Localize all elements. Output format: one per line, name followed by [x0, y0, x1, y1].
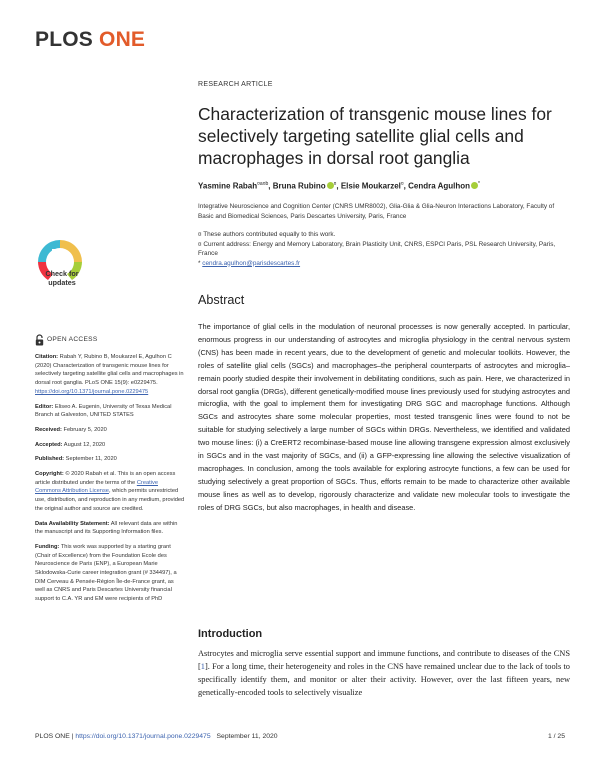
logo-plos: PLOS: [35, 28, 93, 51]
abstract-body: The importance of glial cells in the modulation of neuronal processes is now generally accepted. In particular, enormous progress in our understanding of astrocytes and microglia physiology in the central nervous system (CNS) has been made in recent years, due to the development of genetic and molecular toolkits. However, the roles of satellite glial cells (SGCs) and macrophages–the peripheral counterparts of astrocytes and microglia–remain poorly studied despite their involvement in debilitating conditions, such as pain. Here, we characterized in dorsal root ganglia (DRGs), different genetically-modified mouse lines previously used for studying astrocytes and microglia, with the goal to implement them for investigating DRG SGC and macrophage functions. Although SGCs and astrocytes share some molecular properties, most tested transgenic lines were found to not be suitable for studying selectively a large number of SGCs within DRGs. Nevertheless, we identified and validated two mouse lines: (i) a CreERT2 recombinase-based mouse line allowing transgene expression almost exclusively in SGCs and in the vast majority of SGCs, and (ii) a GFP-expressing line allowing the selective visualization of macrophages. In conclusion, among the tools available for exploring astrocyte functions, a few can be used for studying selectively a great proportion of SGCs. Thus, efforts remain to be made to characterize other available mouse lines as well as to develop, rigorously characterize and validate new molecular tools to investigate the roles of DRG SGCs, but also macrophages, in health and disease.: [198, 322, 570, 512]
journal-logo: [35, 28, 145, 52]
author-list: [198, 181, 588, 191]
open-lock-icon: [35, 334, 44, 346]
accepted-label: Accepted:: [35, 441, 63, 448]
affiliation: Integrative Neuroscience and Cognition Center (CNRS UMR8002), Glia-Glia & Glia-Neuron Interactions Laboratory, Faculty of Basic and Biomedical Sciences, Paris Descartes University, Paris, France: [198, 203, 555, 220]
funding-label: Funding:: [35, 543, 60, 550]
footer-separator: |: [69, 733, 76, 740]
author-separator: ,: [268, 181, 273, 191]
article-sidebar: [35, 334, 185, 610]
page-footer: [35, 733, 565, 740]
editor-label: Editor:: [35, 403, 54, 410]
author-notes: [198, 230, 568, 268]
citation-block: [35, 353, 185, 397]
article-title: Characterization of transgenic mouse lines for selectively targeting satellite glial cells and macrophages in dorsal root ganglia: [198, 104, 552, 168]
footer-journal: PLOS ONE: [35, 733, 70, 740]
copyright-label: Copyright:: [35, 471, 64, 478]
author-name: Cendra Agulhon: [408, 181, 471, 191]
editor-text: Eliseo A. Eugenin, University of Texas Medical Branch at Galveston, UNITED STATES: [35, 403, 172, 419]
license-link[interactable]: Creative Commons Attribution License: [35, 479, 158, 495]
intro-text-start: Astrocytes and microglia serve essential support and immune functions, and contribute to diseases of the CNS [: [198, 649, 570, 671]
reference-link[interactable]: 1: [200, 662, 205, 671]
copyright-text: © 2020 Rabah et al. This is an open access article distributed under the terms of the: [35, 471, 176, 486]
accepted-date: August 12, 2020: [63, 441, 106, 448]
editor-block: [35, 403, 185, 420]
published-label: Published:: [35, 456, 65, 463]
logo-one: ONE: [99, 28, 146, 51]
email-mark: *: [198, 259, 203, 267]
funding-text: This work was supported by a starting grant (Chair of Excellence) from the Foundation Ecole des Neuroscience de Paris (ENP), a European Marie Sklodowska-Curie career integration grant (# 334497), a DIM Cerveau & Pensée-Région Île-de-France grant, as well as CNRS and Paris Descartes University financial support to C.A. YR and EM were recipients of PhD: [35, 543, 177, 603]
citation-text: Rabah Y, Rubino B, Moukarzel E, Agulhon C (2020) Characterization of transgenic mouse lines for selectively targeting satellite glial cells and macrophages in dorsal root ganglia. PLoS ONE 15(9): e0229475.: [35, 354, 184, 387]
corresponding-email-line: [198, 259, 568, 269]
footer-date: September 11, 2020: [216, 733, 278, 740]
author-marks: ¤a¤b: [257, 181, 269, 187]
data-availability-block: [35, 520, 185, 537]
crossmark-line2: updates: [48, 277, 76, 287]
copyright-block: [35, 470, 185, 514]
accepted-block: [35, 441, 185, 450]
funding-block: [35, 543, 185, 604]
current-address-note: ¤ Current address: Energy and Memory Laboratory, Brain Plasticity Unit, CNRS, ESPCI Paris, PSL Research University, Paris, France: [198, 240, 556, 257]
page-number: 1 / 25: [547, 733, 565, 740]
introduction-body: [198, 647, 570, 699]
received-date: February 5, 2020: [63, 426, 107, 433]
open-access-badge: [35, 334, 185, 346]
published-block: [35, 455, 185, 464]
crossmark-line1: Check for: [45, 269, 79, 278]
received-block: [35, 426, 185, 435]
citation-doi-link[interactable]: https://doi.org/10.1371/journal.pone.0229475: [35, 388, 149, 395]
corresponding-email-link[interactable]: cendra.agulhon@parisdescartes.fr: [202, 259, 301, 267]
footer-doi-link[interactable]: https://doi.org/10.1371/journal.pone.0229475: [75, 733, 211, 740]
author-name: Bruna Rubino: [272, 181, 326, 191]
orcid-icon[interactable]: [471, 182, 478, 189]
data-availability-text: All relevant data are within the manuscript and its Supporting Information files.: [35, 520, 178, 536]
equal-contribution-note: ¤ These authors contributed equally to this work.: [198, 231, 336, 238]
author-separator: ,: [336, 181, 341, 191]
abstract-heading: Abstract: [198, 293, 245, 307]
crossmark-label[interactable]: [34, 270, 90, 287]
author-marks: ¤: [333, 181, 337, 187]
author-marks: *: [478, 181, 480, 187]
article-type: RESEARCH ARTICLE: [198, 81, 273, 88]
orcid-icon[interactable]: [327, 182, 334, 189]
author-name: Elsie Moukarzel: [340, 181, 401, 191]
introduction-heading: Introduction: [198, 628, 263, 640]
citation-label: Citation:: [35, 354, 59, 360]
data-availability-label: Data Availability Statement:: [35, 520, 110, 527]
author-separator: ,: [403, 181, 409, 191]
copyright-text-end: , which permits unrestricted use, distribution, and reproduction in any medium, provided the original author and source are credited.: [35, 488, 185, 512]
published-date: September 11, 2020: [65, 456, 117, 463]
intro-text-end: ]. For a long time, their heterogeneity and roles in the CNS have remained unclear due to the lack of tools to specifically identify them, and monitor or alter their activity. However, over the last fifteen years, new genetically-encoded tools to selectively visualize: [198, 662, 570, 697]
author-marks: ¤: [400, 181, 404, 187]
author-name: Yasmine Rabah: [198, 181, 258, 191]
open-access-label: OPEN ACCESS: [47, 335, 98, 343]
received-label: Received:: [35, 426, 62, 433]
